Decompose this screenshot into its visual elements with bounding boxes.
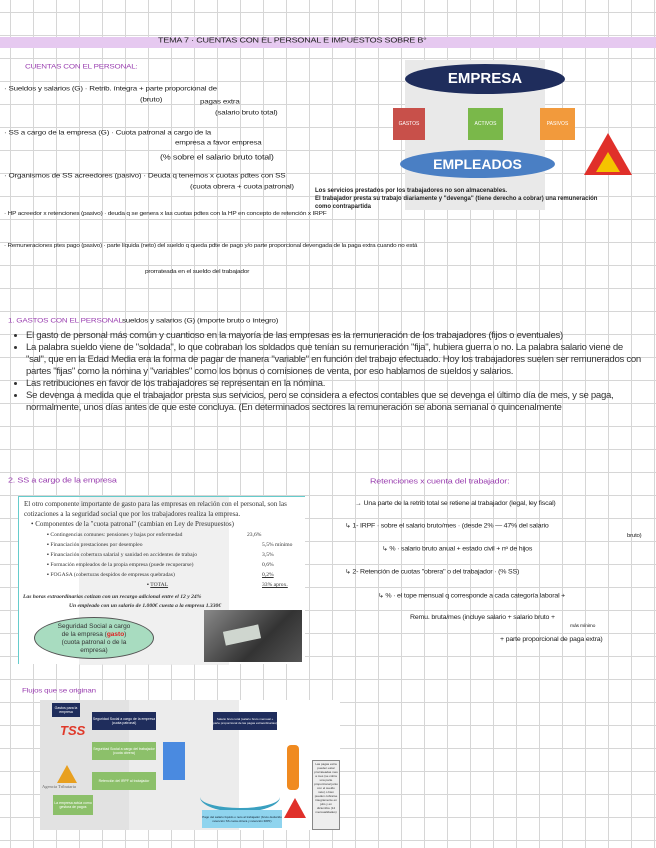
section2-heading: 2. SS a cargo de la empresa [8, 475, 117, 485]
bullet: • La palabra sueldo viene de "soldada", lo que cobraban los soldados que tenían su remuneración "fija", hubiera guerra o no. La palabra salario viene de "sal", que en la Edad Media era la forma de pagar de manera "variable" en función del trabajo efectuado. Hoy los trabajadores suelen ser remunerados con partes "fijas" como la nómina y "variables" como los bonus o comisiones de venta, por eso hablamos de sueldos y salarios. [26, 342, 642, 378]
intro-line: (bruto) [140, 95, 163, 104]
bullet: • Las retribuciones en favor de los trabajadores se representan en la nómina. [26, 378, 642, 390]
flujos-heading: Flujos que se originan [22, 686, 96, 695]
empleados-oval: EMPLEADOS [400, 150, 555, 178]
components-title-text: Componentes de la "cuota patronal" (cambian en Ley de Presupuestos) [35, 520, 234, 528]
diagram-caption [315, 187, 655, 211]
gastos-box: GASTOS [393, 108, 425, 140]
retencion-line: ↳ % · salario bruto anual + estado civil + nº de hijos [382, 546, 533, 553]
salario-box: Salario bruto total (salario bruto mensual + parte proporcional de las pagas extraordinarias) [213, 712, 277, 730]
pasivos-box: PASIVOS [540, 108, 575, 140]
component-row: ▪ Financiación cobertura salarial y sanidad en accidentes de trabajo 3,5% [47, 552, 274, 558]
caption-line: El trabajador presta su trabajo diariamente y "devenga" (tiene derecho a cobrar) una remuneración [315, 196, 598, 202]
salary-example: Un empleado con un salario de 1.000€ cuesta a la empresa 1.330€ [69, 603, 222, 609]
bullet: • Se devenga a medida que el trabajador presta sus servicios, pero se considera a efectos contables que se devenga el último día de mes, y se paga, normalmente, unos días antes de que este concluya. (En determinados sectores la remuneración se abona semanal o quincenalmente [26, 390, 642, 414]
agencia-label: Agencia Tributaria [42, 784, 76, 789]
agencia-tributaria-logo [57, 765, 77, 783]
component-row: ▪ FOGASA (coberturas despidos de empresas quebradas) 0,2% [47, 572, 274, 578]
bullet: • El gasto de personal más común y cuantioso en la mayoría de las empresas es la remuneración de los trabajadores (fijos o eventuales) [26, 330, 642, 342]
intro-line: · HP acreedor x retenciones (pasivo) · deuda q se genera x las cuotas pdtes con la HP en concepto de retención x IRPF [4, 210, 327, 217]
section1-heading: 1. GASTOS CON EL PERSONAL: [8, 316, 125, 325]
component-row: ▪ Contingencias comunes: pensiones y bajas por enfermedad 23,6% [47, 532, 262, 538]
banknote-icon [223, 624, 261, 645]
retencion-line: ↳ 2- Retención de cuotas "obrera" o del trabajador · (% SS) [345, 569, 520, 576]
caption-line: Los servicios prestados por los trabajadores no son almacenables. [315, 188, 508, 194]
ss-trabajador-box: Seguridad Social a cargo del trabajador (cuota obrera) [92, 742, 156, 760]
intro-line: pagas extra [200, 97, 240, 106]
retenciones-heading: Retenciones x cuenta del trabajador: [370, 476, 510, 486]
ss-intro: El otro componente importante de gasto para las empresas en relación con el personal, son las cotizaciones a la seguridad social que por los trabajadores realiza la empresa. [24, 500, 287, 518]
retencion-line: ↳ 1- IRPF · sobre el salario bruto/mes · (desde 2% — 47% del salario [345, 523, 549, 530]
total-row: ▪ TOTAL 33% aprox. [147, 582, 288, 588]
office-building-icon [163, 742, 185, 780]
section1-bullets [12, 330, 642, 414]
intro-line: (cuota obrera + cuota patronal) [190, 182, 294, 191]
retencion-line: + parte proporcional de paga extra) [500, 636, 603, 643]
intro-line: · SS a cargo de la empresa (G) · Cuota patronal a cargo de la [4, 128, 212, 137]
intro-line: (salario bruto total) [215, 108, 278, 117]
retencion-line: ↳ % · el tope mensual q corresponde a cada categoría laboral + [378, 593, 566, 600]
retencion-line: → Una parte de la retrib total se retiene al trabajador (legal, ley fiscal) [355, 500, 556, 507]
retencion-line: bruto) [627, 533, 642, 539]
ss-empresa-box: Seguridad Social a cargo de la empresa (cuota patronal) [92, 712, 156, 730]
payment-arrow [200, 782, 280, 812]
overtime-note: Las horas extraordinarias cotizan con un recargo adicional entre el 12 y 24% [23, 594, 202, 600]
ss-oval: Seguridad Social a cargo de la empresa (gasto) (cuota patronal o de la empresa) [34, 617, 154, 659]
components-title: • Componentes de la "cuota patronal" (cambian en Ley de Presupuestos) [31, 520, 234, 528]
component-row: ▪ Financiación prestaciones por desempleo 5,5% mínimo [47, 542, 293, 548]
road-work-icon-inner [596, 152, 620, 172]
ss-slide [18, 496, 305, 664]
warning-icon [284, 798, 306, 818]
money-photo [204, 610, 302, 662]
intro-line: prorrateada en el sueldo del trabajador [145, 268, 250, 275]
worker-icon [287, 745, 299, 790]
gastos-label: Gastos para la empresa [52, 703, 80, 717]
retencion-line: más mínimo [570, 623, 596, 629]
irpf-box: Retención del IRPF al trabajador [92, 772, 156, 790]
tss-logo: TSS [60, 723, 86, 738]
caption-line: como contrapartida [315, 204, 372, 210]
pagas-note: Las pagas extra pueden estar prorrateadas mes a mes (se cobra una parte proporcional junto con el sueldo neto) o bien pueden cobrarse íntegramente en julio y en diciembre (14 mensualidades) [312, 760, 340, 830]
flujos-diagram [40, 700, 340, 830]
pago-box: Pago del salario líquido o neto al trabajador (bruto deducido retención SS cuota obrera y retención IRPF) [202, 810, 282, 828]
intro-line: · Sueldos y salarios (G) · Retrib. íntegra + parte proporcional de [4, 84, 217, 93]
intro-heading: CUENTAS CON EL PERSONAL: [25, 62, 138, 71]
intro-line: · Remuneraciones ptes pago (pasivo) · parte líquida (neto) del sueldo q queda pdte de pago y/o parte proporcional devengada de la paga extra cuando no está [4, 242, 418, 249]
component-row: ▪ Formación empleados de la propia empresa (puede recuperarse) 0,6% [47, 562, 274, 568]
page-title: TEMA 7 · CUENTAS CON EL PERSONAL E IMPUESTOS SOBRE B° [158, 35, 427, 45]
activos-box: ACTIVOS [468, 108, 503, 140]
intro-line: (% sobre el salario bruto total) [160, 152, 274, 162]
empresa-oval: EMPRESA [405, 64, 565, 94]
components-list [47, 530, 297, 590]
retencion-line: Remu. bruta/mes (incluye salario + salario bruto + [410, 614, 555, 621]
section1-subheading: sueldos y salarios (G) (importe bruto o íntegro) [122, 316, 279, 325]
intro-line: empresa a favor empresa [175, 138, 262, 147]
intro-line: · Organismos de SS acreedores (pasivo) · Deuda q tenemos x cuotas pdtes con SS [4, 171, 286, 180]
empresa-gestora-box: La empresa actúa como gestora de pagos [53, 795, 93, 815]
